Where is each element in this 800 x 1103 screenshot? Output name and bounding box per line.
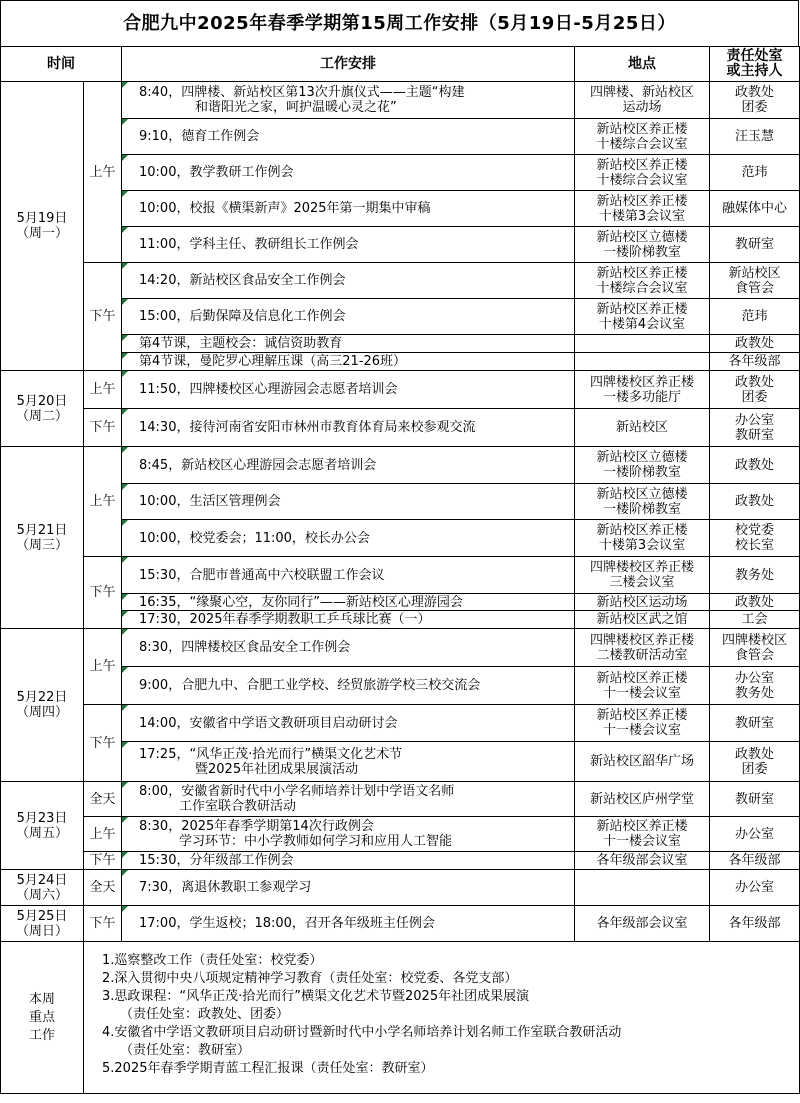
responsible-cell: [710, 263, 800, 299]
location-line: 新站校区养正楼: [596, 157, 688, 173]
period-cell: 上午: [84, 371, 122, 409]
work-item: [122, 705, 575, 742]
work-item-line: 10:00，教学教研工作例会: [139, 165, 294, 180]
work-item-line: 11:00，学科主任、教研组长工作例会: [139, 237, 359, 252]
period-cell: 上午: [84, 447, 122, 557]
day-weekday: （周五）: [15, 825, 68, 841]
responsible-line: 汪玉慧: [734, 129, 774, 144]
work-item-line: 工作室联合教研活动: [179, 799, 297, 814]
responsible-cell: [710, 409, 800, 447]
weekly-focus-list: [84, 942, 800, 1094]
work-item: [122, 335, 575, 353]
work-item-line: 暨2025年社团成果展演活动: [195, 761, 359, 777]
responsible-cell: [710, 705, 800, 742]
day-date: 5月21日: [16, 522, 68, 538]
responsible-line: 政教处: [734, 594, 774, 610]
period-cell: 下午: [84, 557, 122, 629]
schedule-row: [1, 870, 800, 906]
location-cell: [575, 155, 710, 191]
location-line: 四牌楼校区养正楼: [589, 374, 694, 390]
day-cell: [1, 447, 84, 629]
schedule-table: [0, 46, 800, 942]
day-weekday: （周一）: [15, 226, 68, 241]
location-line: 新站校区养正楼: [596, 708, 688, 723]
location-line: 十楼综合会议室: [596, 136, 688, 152]
responsible-line: 团委: [741, 389, 768, 405]
work-item-line: 16:35，“缘聚心空，友你同行”——新站校区心理游园会: [139, 594, 463, 610]
location-line: 十一楼会议室: [602, 685, 681, 701]
header-time: 时间: [1, 47, 122, 82]
work-item-line: 和谐阳光之家，呵护温暖心灵之花”: [195, 100, 397, 115]
location-line: 十楼第3会议室: [598, 538, 686, 553]
location-line: 一楼阶梯教室: [602, 465, 681, 480]
responsible-line: 办公室: [734, 412, 774, 428]
weekly-focus-row: [1, 942, 800, 1094]
location-line: 新站校区养正楼: [596, 301, 688, 317]
work-item: [122, 353, 575, 371]
schedule-row: [1, 629, 800, 667]
schedule-row: [1, 782, 800, 817]
location-cell: [575, 782, 710, 817]
responsible-line: 办公室: [734, 826, 774, 842]
period-cell: 上午: [84, 629, 122, 705]
page-title: 合肥九中2025年春季学期第15周工作安排（5月19日-5月25日）: [0, 0, 799, 46]
work-item-line: 15:30，合肥市普通高中六校联盟工作会议: [139, 567, 385, 583]
day-cell: [1, 629, 84, 782]
work-item-line: 学习环节：中小学教师如何学习和应用人工智能: [179, 834, 453, 849]
location-cell: [575, 870, 710, 906]
responsible-cell: [710, 742, 800, 782]
work-item-line: 8:30，四牌楼校区食品安全工作例会: [139, 640, 351, 655]
responsible-cell: [710, 906, 800, 942]
day-date: 5月25日: [16, 908, 68, 924]
responsible-line: 政教处: [734, 494, 774, 509]
period-cell: 下午: [84, 705, 122, 782]
work-item-line: 9:10，德育工作例会: [139, 129, 260, 144]
period-cell: 下午: [84, 409, 122, 447]
period-cell: 下午: [84, 852, 122, 870]
responsible-line: 教务处: [734, 685, 774, 701]
work-item-line: 15:00，后勤保障及信息化工作例会: [139, 309, 346, 324]
work-item-line: 8:40，四牌楼、新站校区第13次升旗仪式——主题“构建: [139, 85, 465, 100]
responsible-line: 教研室: [734, 237, 774, 252]
location-cell: [575, 371, 710, 409]
location-line: 新站校区: [615, 420, 668, 435]
schedule-row: [1, 82, 800, 119]
responsible-line: 政教处: [734, 85, 774, 100]
header-responsible: [710, 47, 800, 82]
work-item: [122, 82, 575, 119]
location-cell: [575, 817, 710, 852]
schedule-row: [1, 817, 800, 852]
location-line: 十一楼会议室: [602, 834, 681, 849]
responsible-cell: [710, 299, 800, 335]
responsible-line: 办公室: [734, 670, 774, 686]
period-cell: 上午: [84, 82, 122, 263]
weekly-focus-item: 4.安徽省中学语文教研项目启动研讨暨新时代中小学名师培养计划名师工作室联合教研活动: [102, 1025, 622, 1040]
weekly-focus-item: 1.巡察整改工作（责任处室：校党委）: [102, 953, 323, 968]
work-item-line: 11:50，四牌楼校区心理游园会志愿者培训会: [139, 382, 398, 397]
period-cell: 上午: [84, 817, 122, 852]
location-line: 新站校区立德楼: [596, 486, 688, 502]
work-item: [122, 520, 575, 557]
responsible-cell: [710, 335, 800, 353]
responsible-line: 校党委: [734, 523, 774, 538]
work-item-line: 第4节课，曼陀罗心理解压课（高三21-26班）: [139, 354, 407, 369]
responsible-cell: [710, 191, 800, 227]
day-weekday: （周二）: [15, 408, 68, 424]
responsible-line: 四牌楼校区: [721, 632, 787, 648]
day-date: 5月23日: [16, 810, 68, 826]
location-line: 新站校区武之馆: [596, 612, 688, 627]
work-item: [122, 594, 575, 611]
day-cell: [1, 870, 84, 906]
work-item-line: 14:20，新站校区食品安全工作例会: [139, 273, 346, 288]
header-responsible-line: 或主持人: [726, 63, 783, 79]
responsible-cell: [710, 447, 800, 484]
location-line: 十楼第4会议室: [598, 316, 686, 332]
location-line: 十楼综合会议室: [596, 280, 688, 296]
responsible-cell: [710, 817, 800, 852]
location-cell: [575, 353, 710, 371]
weekly-focus-label-line: 本周: [28, 991, 55, 1007]
weekly-focus-table: [0, 941, 800, 1094]
responsible-cell: [710, 629, 800, 667]
location-cell: [575, 335, 710, 353]
work-item: [122, 409, 575, 447]
location-line: 四牌楼校区养正楼: [589, 560, 694, 575]
location-cell: [575, 299, 710, 335]
work-item: [122, 227, 575, 263]
location-cell: [575, 611, 710, 629]
location-line: 三楼会议室: [609, 575, 675, 590]
day-date: 5月19日: [16, 211, 68, 226]
location-line: 十楼综合会议室: [596, 172, 688, 188]
work-item-line: 17:25，“风华正茂·拾光而行”横渠文化艺术节: [139, 746, 403, 762]
responsible-line: 团委: [741, 761, 768, 777]
responsible-cell: [710, 353, 800, 371]
period-cell: 全天: [84, 870, 122, 906]
day-cell: [1, 782, 84, 870]
responsible-cell: [710, 594, 800, 611]
location-line: 二楼教研活动室: [596, 647, 688, 663]
day-cell: [1, 906, 84, 942]
work-item-line: 17:00，学生返校；18:00，召开各年级班主任例会: [139, 916, 435, 931]
responsible-cell: [710, 82, 800, 119]
day-date: 5月22日: [16, 690, 68, 705]
responsible-line: 教研室: [734, 791, 774, 807]
schedule-row: [1, 557, 800, 594]
responsible-line: 教研室: [734, 427, 774, 443]
schedule-row: [1, 447, 800, 484]
work-item-line: 14:00，安徽省中学语文教研项目启动研讨会: [139, 715, 398, 731]
work-item: [122, 263, 575, 299]
responsible-line: 范玮: [741, 165, 768, 180]
location-cell: [575, 667, 710, 705]
location-line: 一楼阶梯教室: [602, 501, 681, 517]
responsible-line: 范玮: [741, 309, 768, 324]
location-line: 新站校区养正楼: [596, 121, 688, 137]
responsible-line: 政教处: [734, 336, 774, 351]
work-item-line: 第4节课，主题校会：诚信资助教育: [139, 336, 343, 351]
responsible-cell: [710, 870, 800, 906]
work-item: [122, 870, 575, 906]
responsible-cell: [710, 520, 800, 557]
weekly-focus-item-note: （责任处室：政教处、团委）: [120, 1007, 290, 1022]
responsible-line: 政教处: [734, 746, 774, 762]
day-weekday: （周四）: [15, 705, 68, 720]
location-cell: [575, 191, 710, 227]
responsible-line: 教研室: [734, 715, 774, 731]
responsible-line: 食管会: [734, 647, 774, 663]
location-cell: [575, 852, 710, 870]
location-line: 各年级部会议室: [596, 916, 688, 931]
location-line: 一楼阶梯教室: [602, 244, 681, 260]
schedule-row: [1, 371, 800, 409]
weekly-focus-label: [1, 942, 84, 1094]
location-cell: [575, 82, 710, 119]
work-item: [122, 191, 575, 227]
work-item: [122, 557, 575, 594]
header-work: 工作安排: [122, 47, 575, 82]
location-cell: [575, 705, 710, 742]
work-item: [122, 371, 575, 409]
responsible-line: 食管会: [734, 280, 774, 296]
responsible-line: 新站校区: [728, 265, 781, 281]
responsible-cell: [710, 371, 800, 409]
responsible-cell: [710, 484, 800, 520]
period-cell: 下午: [84, 906, 122, 942]
location-line: 各年级部会议室: [596, 853, 688, 868]
work-item: [122, 742, 575, 782]
location-line: 新站校区养正楼: [596, 265, 688, 281]
location-line: 四牌楼校区养正楼: [589, 632, 694, 648]
work-item: [122, 782, 575, 817]
responsible-cell: [710, 227, 800, 263]
work-item-line: 8:00，安徽省新时代中小学名师培养计划中学语文名师: [139, 784, 455, 799]
day-cell: [1, 371, 84, 447]
responsible-cell: [710, 119, 800, 155]
responsible-line: 工会: [741, 612, 768, 627]
location-line: 新站校区养正楼: [596, 670, 688, 686]
work-item-line: 8:45，新站校区心理游园会志愿者培训会: [139, 457, 377, 473]
day-date: 5月20日: [16, 393, 68, 409]
location-line: 新站校区韶华广场: [589, 754, 694, 769]
responsible-cell: [710, 782, 800, 817]
location-line: 一楼多功能厅: [602, 389, 681, 405]
work-item-line: 15:30，分年级部工作例会: [139, 853, 294, 868]
schedule-row: [1, 852, 800, 870]
location-cell: [575, 263, 710, 299]
work-item-line: 9:00，合肥九中、合肥工业学校、经贸旅游学校三校交流会: [139, 678, 481, 693]
schedule-row: [1, 906, 800, 942]
responsible-cell: [710, 155, 800, 191]
responsible-line: 团委: [741, 100, 768, 115]
schedule-row: [1, 705, 800, 742]
location-cell: [575, 447, 710, 484]
work-item: [122, 155, 575, 191]
responsible-line: 政教处: [734, 457, 774, 473]
work-item: [122, 906, 575, 942]
responsible-cell: [710, 557, 800, 594]
day-weekday: （周日）: [15, 923, 68, 939]
work-item-line: 7:30，离退休教职工参观学习: [139, 880, 312, 895]
location-cell: [575, 557, 710, 594]
location-line: 十一楼会议室: [602, 723, 681, 738]
day-weekday: （周三）: [15, 537, 68, 553]
responsible-cell: [710, 852, 800, 870]
location-line: 新站校区养正楼: [596, 819, 688, 834]
location-line: 新站校区庐州学堂: [589, 791, 694, 807]
work-item: [122, 852, 575, 870]
day-weekday: （周六）: [15, 887, 68, 903]
responsible-line: 政教处: [734, 374, 774, 390]
responsible-line: 教务处: [734, 567, 774, 583]
location-line: 新站校区立德楼: [596, 450, 688, 465]
header-responsible-line: 责任处室: [726, 48, 783, 64]
work-item: [122, 667, 575, 705]
location-cell: [575, 742, 710, 782]
responsible-line: 办公室: [734, 880, 774, 895]
work-item-line: 10:00，生活区管理例会: [139, 494, 281, 509]
location-line: 新站校区养正楼: [596, 193, 688, 209]
weekly-focus-label-line: 重点: [28, 1009, 55, 1025]
location-line: 运动场: [622, 100, 662, 115]
work-item: [122, 299, 575, 335]
location-line: 新站校区养正楼: [596, 523, 688, 538]
header-location: 地点: [575, 47, 710, 82]
weekly-focus-item: 3.思政课程：“风华正茂·拾光而行”横渠文化艺术节暨2025年社团成果展演: [102, 989, 530, 1004]
work-item: [122, 447, 575, 484]
header-row: [1, 47, 800, 82]
work-item-line: 17:30，2025年春季学期教职工乒乓球比赛（一）: [139, 612, 431, 627]
work-item-line: 14:30，接待河南省安阳市林州市教育体育局来校参观交流: [139, 420, 476, 435]
weekly-focus-item: 5.2025年春季学期青蓝工程汇报课（责任处室：教研室）: [102, 1061, 434, 1076]
responsible-line: 各年级部: [728, 354, 781, 369]
location-line: 新站校区立德楼: [596, 229, 688, 245]
weekly-focus-item: 2.深入贯彻中央八项规定精神学习教育（责任处室：校党委、各党支部）: [102, 971, 518, 986]
responsible-line: 各年级部: [728, 916, 781, 931]
work-item: [122, 119, 575, 155]
day-date: 5月24日: [16, 872, 68, 888]
responsible-line: 融媒体中心: [721, 201, 787, 216]
work-item: [122, 484, 575, 520]
period-cell: 全天: [84, 782, 122, 817]
responsible-line: 各年级部: [728, 853, 781, 868]
schedule-row: [1, 409, 800, 447]
work-item: [122, 629, 575, 667]
location-cell: [575, 227, 710, 263]
day-cell: [1, 82, 84, 371]
work-item-line: 10:00，校党委会；11:00，校长办公会: [139, 530, 370, 546]
location-cell: [575, 906, 710, 942]
responsible-cell: [710, 667, 800, 705]
work-item-line: 10:00，校报《横渠新声》2025年第一期集中审稿: [139, 201, 431, 216]
responsible-cell: [710, 611, 800, 629]
location-cell: [575, 629, 710, 667]
responsible-line: 校长室: [734, 538, 774, 553]
location-cell: [575, 484, 710, 520]
location-line: 新站校区运动场: [596, 594, 688, 610]
location-line: 四牌楼、新站校区: [589, 85, 694, 100]
period-cell: 下午: [84, 263, 122, 371]
location-cell: [575, 119, 710, 155]
work-item: [122, 611, 575, 629]
work-item: [122, 817, 575, 852]
location-cell: [575, 409, 710, 447]
weekly-focus-label-line: 工作: [28, 1027, 55, 1043]
weekly-focus-item-note: （责任处室：教研室）: [120, 1043, 251, 1058]
location-cell: [575, 594, 710, 611]
schedule-row: [1, 263, 800, 299]
work-item-line: 8:30，2025年春季学期第14次行政例会: [139, 819, 374, 834]
location-cell: [575, 520, 710, 557]
location-line: 十楼第3会议室: [598, 208, 686, 224]
